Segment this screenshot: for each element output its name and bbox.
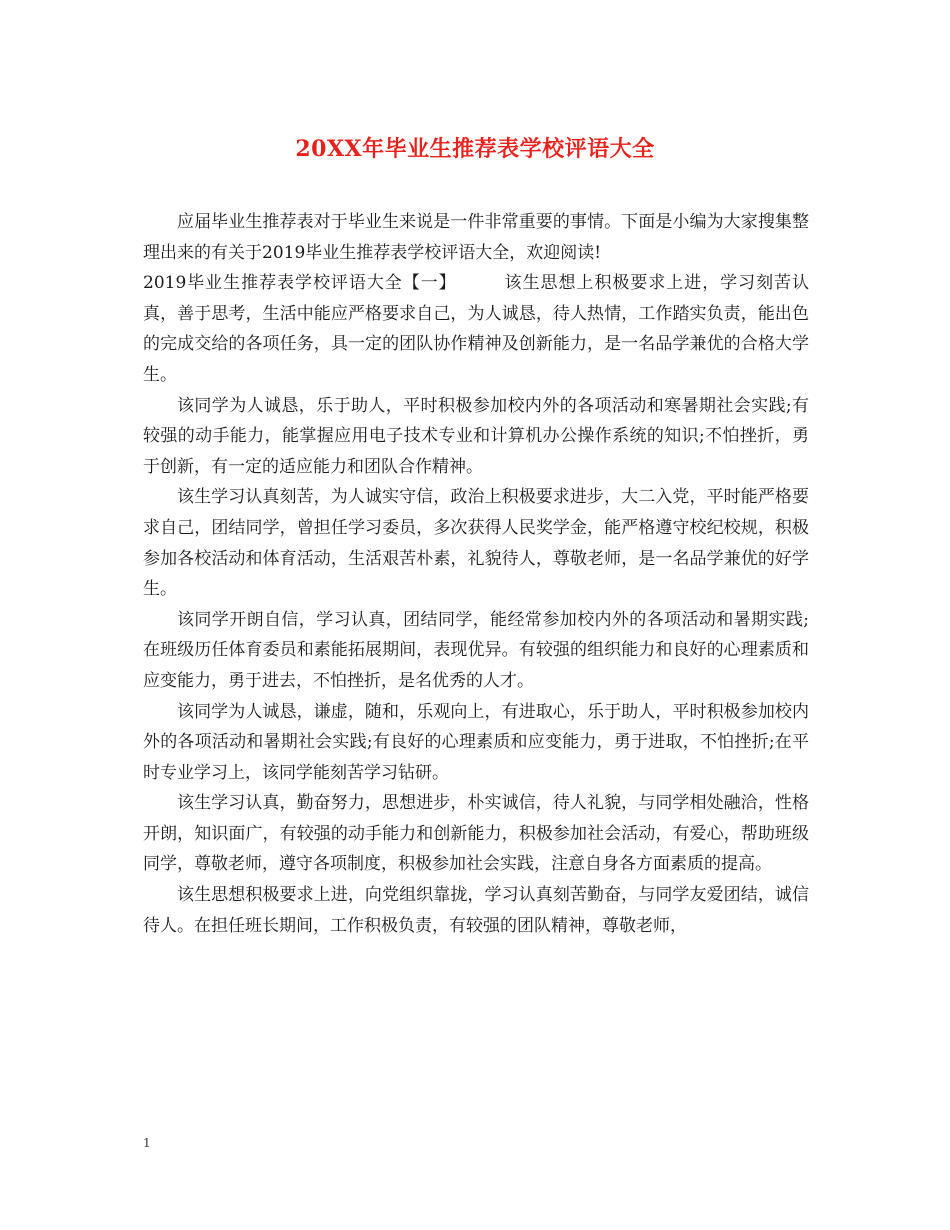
document-body xyxy=(143,207,809,941)
section-first-text: 该生思想上积极要求上进，学习刻苦认真，善于思考，生活中能应严格要求自己，为人诚恳，待人热情，工作踏实负责，能出色的完成交给的各项任务，具一定的团队协作精神及创新能力，是一名品学兼优的合格大学生。 xyxy=(143,273,810,385)
page-number: 1 xyxy=(143,1136,151,1150)
body-paragraph: 该同学为人诚恳，谦虚，随和，乐观向上，有进取心，乐于助人，平时积极参加校内外的各项活动和暑期社会实践;有良好的心理素质和应变能力，勇于进取，不怕挫折;在平时专业学习上，该同学能刻苦学习钻研。 xyxy=(143,701,809,783)
body-paragraph: 该生思想积极要求上进，向党组织靠拢，学习认真刻苦勤奋，与同学友爱团结，诚信待人。在担任班长期间，工作积极负责，有较强的团队精神，尊敬老师， xyxy=(143,885,809,936)
body-paragraph: 该同学为人诚恳，乐于助人，平时积极参加校内外的各项活动和寒暑期社会实践;有较强的动手能力，能掌握应用电子技术专业和计算机办公操作系统的知识;不怕挫折，勇于创新，有一定的适应能力和团队合作精神。 xyxy=(143,395,809,477)
body-paragraph: 该生学习认真，勤奋努力，思想进步，朴实诚信，待人礼貌，与同学相处融洽，性格开朗，知识面广，有较强的动手能力和创新能力，积极参加社会活动，有爱心，帮助班级同学，尊敬老师，遵守各项制度，积极参加社会实践，注意自身各方面素质的提高。 xyxy=(143,793,809,875)
body-paragraph: 该生学习认真刻苦，为人诚实守信，政治上积极要求进步，大二入党，平时能严格要求自己，团结同学，曾担任学习委员，多次获得人民奖学金，能严格遵守校纪校规，积极参加各校活动和体育活动，生活艰苦朴素，礼貌待人，尊敬老师，是一名品学兼优的好学生。 xyxy=(143,487,809,600)
intro-paragraph: 应届毕业生推荐表对于毕业生来说是一件非常重要的事情。下面是小编为大家搜集整理出来的有关于2019毕业生推荐表学校评语大全，欢迎阅读! xyxy=(143,212,809,263)
section-heading: 2019毕业生推荐表学校评语大全【一】 xyxy=(143,273,457,294)
body-paragraph: 该同学开朗自信，学习认真，团结同学，能经常参加校内外的各项活动和暑期实践;在班级历任体育委员和素能拓展期间，表现优异。有较强的组织能力和良好的心理素质和应变能力，勇于进去，不怕挫折，是名优秀的人才。 xyxy=(143,609,809,691)
section-paragraph xyxy=(143,268,809,390)
document-title: 20XX年毕业生推荐表学校评语大全 xyxy=(295,136,655,162)
